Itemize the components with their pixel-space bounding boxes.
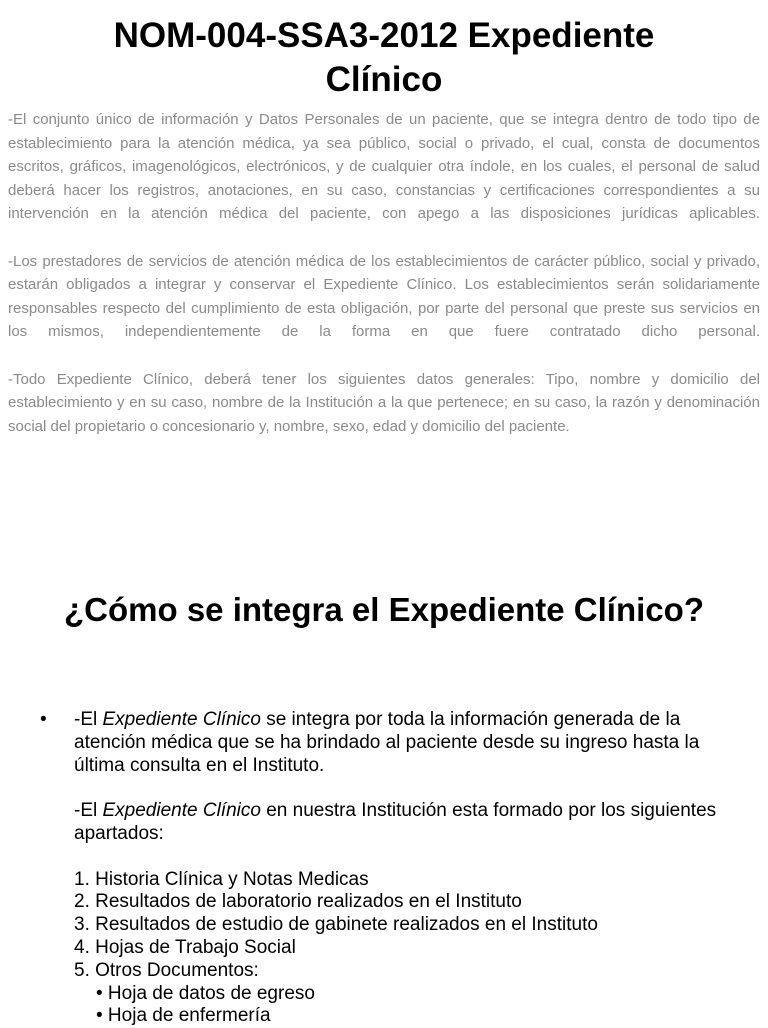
italic-term: Expediente Clínico <box>102 800 261 822</box>
title-code: NOM-004-SSA3-2012 <box>113 16 458 55</box>
numbered-item-3: 3. Resultados de estudio de gabinete realizados en el Instituto <box>74 914 598 936</box>
paragraph-integration: -El Expediente Clínico se integra por toda la información generada de la atención médica que se ha brindado al paciente desde su ingreso hasta la última consulta en el Instituto. <box>74 709 700 776</box>
slide1-body <box>8 108 760 438</box>
slide2-bullet-list <box>40 709 748 1028</box>
paragraph-general-data: -Todo Expediente Clínico, deberá tener los siguientes datos generales: Tipo, nombre y domicilio del establecimiento y en su caso, nombre de la Institución a la que pertenece; en su caso, la razón y denominación social del propietario o concesionario y, nombre, sexo, edad y domicilio del paciente. <box>8 370 760 435</box>
italic-term: Expediente Clínico <box>102 709 261 730</box>
slide-como-se-integra <box>0 575 768 1027</box>
title-bold-line2: Clínico <box>325 60 443 99</box>
bullet-icon: • <box>40 709 47 730</box>
slide2-title: ¿Cómo se integra el Expediente Clínico? <box>64 591 704 628</box>
paragraph-sections: -El Expediente Clínico en nuestra Institución esta formado por los siguientes apartados: <box>74 800 717 844</box>
paragraph-definition: -El conjunto único de información y Datos Personales de un paciente, que se integra dentro de todo tipo de establecimiento para la atención médica, ya sea público, social o privado, el cual, consta de documentos escritos, gráficos, imagenológicos, electrónicos, y de cualquier otra índole, en los cuales, el personal de salud deberá hacer los registros, anotaciones, en su caso, constancias y certificaciones correspondientes a su intervención en la atención médica del paciente, con apego a las disposiciones jurídicas aplicables. <box>8 111 760 223</box>
slide1-title <box>40 14 728 102</box>
numbered-item-4: 4. Hojas de Trabajo Social <box>74 936 296 958</box>
title-bold-line1: Expediente <box>467 16 655 55</box>
sub-item-enfermeria: • Hoja de enfermería <box>96 1005 271 1027</box>
numbered-item-2: 2. Resultados de laboratorio realizados en el Instituto <box>74 891 522 913</box>
numbered-item-1: 1. Historia Clínica y Notas Medicas <box>74 868 369 890</box>
paragraph-obligations: -Los prestadores de servicios de atención médica de los establecimientos de carácter público, social y privado, estarán obligados a integrar y conservar el Expediente Clínico. Los establecimientos serán solidariamente responsables respecto del cumplimiento de esta obligación, por parte del personal que preste sus servicios en los mismos, independientemente de la forma en que fuere contratado dicho personal. <box>8 252 760 341</box>
sub-item-egreso: • Hoja de datos de egreso <box>96 982 315 1004</box>
numbered-item-5: 5. Otros Documentos: <box>74 959 259 981</box>
bullet-content <box>74 709 748 1028</box>
list-item <box>40 709 748 1028</box>
